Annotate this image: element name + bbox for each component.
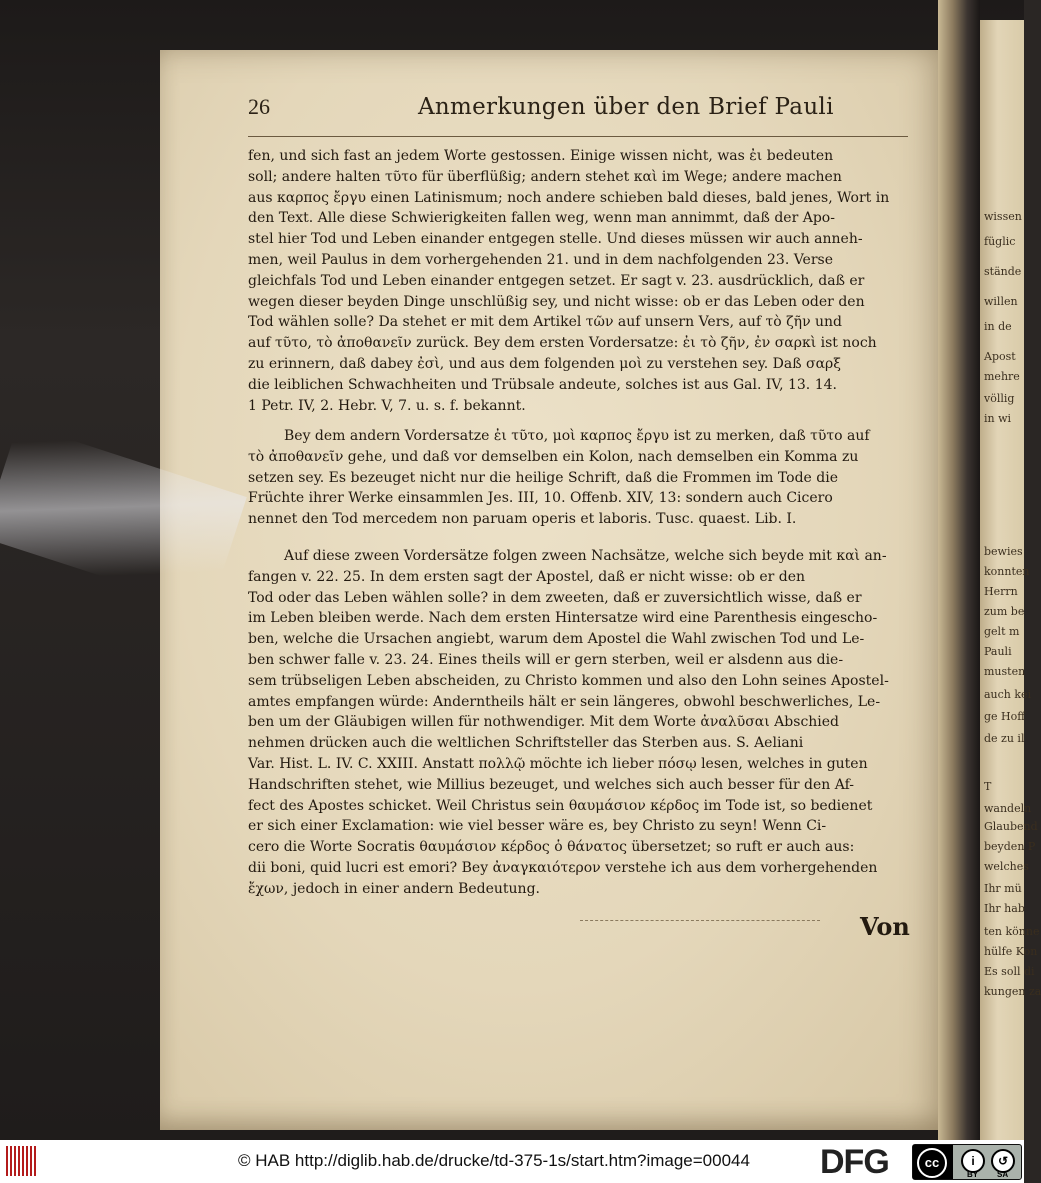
text-line: 1 Petr. IV, 2. Hebr. V, 7. u. s. f. bekannt. <box>248 397 526 414</box>
ornament-rule <box>580 920 820 922</box>
next-page-fragment: musten <box>984 665 1026 678</box>
text-line: nehmen drücken auch die weltlichen Schriftsteller das Sterben aus. S. Aeliani <box>248 735 804 752</box>
next-page-fragment: stände <box>984 265 1022 278</box>
text-line: Tod wählen solle? Da stehet er mit dem Artikel τῶν auf unsern Vers, auf τὸ ζῆν und <box>248 314 843 331</box>
next-page-fragment: auch kei <box>984 688 1032 701</box>
text-line: nennet den Tod mercedem non paruam operis et laboris. Tusc. quaest. Lib. I. <box>248 511 797 528</box>
next-page-fragment: Ihr hab <box>984 902 1025 915</box>
next-page-fragment: gelt m <box>984 625 1020 638</box>
next-page-fragment: willen <box>984 295 1018 308</box>
next-page-fragment: Glaubend <box>984 820 1038 833</box>
next-page-fragment: völlig <box>984 392 1015 405</box>
text-line: zu erinnern, daß dabey ἐσὶ, und aus dem folgenden μοὶ zu verstehen sey. Daß σαρξ <box>248 355 841 372</box>
text-line: τὸ ἀποθανεῖν gehe, und daß vor demselben ein Kolon, nach demselben ein Komma zu <box>248 448 859 465</box>
next-page-fragment: T <box>984 780 992 793</box>
text-line: Früchte ihrer Werke einsammlen Jes. III, 10. Offenb. XIV, 13: sondern auch Cicero <box>248 490 833 507</box>
text-line: Handschriften stehet, wie Millius bezeuget, und welches sich auch besser für den Af- <box>248 776 855 793</box>
page-header <box>248 94 908 124</box>
next-page-fragment: mehre <box>984 370 1020 383</box>
text-line: auf τῦτο, τὸ ἀποθανεῖν zurück. Bey dem ersten Vordersatze: ἐι τὸ ζῆν, ἐν σαρκὶ ist noch <box>248 335 877 352</box>
next-page-fragment: Es soll di <box>984 965 1035 978</box>
next-page-fragment: bewies <box>984 545 1023 558</box>
text-line: men, weil Paulus in dem vorhergehenden 21. und in dem nachfolgenden 23. Verse <box>248 251 834 268</box>
text-line: gleichfals Tod und Leben einander entgegen setzet. Er sagt v. 23. ausdrücklich, daß er <box>248 272 865 289</box>
dfg-logo: DFG <box>820 1143 889 1181</box>
text-line: den Text. Alle diese Schwierigkeiten fallen weg, wenn man annimmt, daß der Apo- <box>248 210 835 227</box>
text-line: aus καρπος ἔργυ einen Latinismum; noch andere schieben bald dieses, bald jenes, Wort in <box>248 189 890 206</box>
cc-license-badge[interactable] <box>912 1144 1022 1180</box>
paragraph-3 <box>248 546 900 900</box>
attribution-link[interactable]: © HAB http://diglib.hab.de/drucke/td-375-1s/start.htm?image=00044 <box>238 1151 750 1170</box>
paragraph-1 <box>248 146 900 416</box>
next-page-fragment: ten könne <box>984 925 1040 938</box>
text-line: fect des Apostes schicket. Weil Christus sein θαυμάσιον κέρδος im Tode ist, so bedienet <box>248 797 873 814</box>
header-rule <box>248 136 908 137</box>
text-line: dii boni, quid lucri est emori? Bey ἀναγκαιότερον verstehe ich aus dem vorhergehenden <box>248 859 878 876</box>
text-line: Bey dem andern Vordersatze ἐι τῦτο, μοὶ καρπος ἔργυ ist zu merken, daß τῦτο auf <box>284 428 870 444</box>
share-alike-icon: ↺ <box>991 1149 1015 1173</box>
cc-icon: cc <box>917 1148 947 1178</box>
by-attribution-icon: i <box>961 1149 985 1173</box>
text-line: ben um der Gläubigen willen für nothwendiger. Mit dem Worte ἀναλῦσαι Abschied <box>248 714 840 731</box>
text-line: soll; andere halten τῦτο für überflüßig; andern stehet καὶ im Wege; andere machen <box>248 168 842 185</box>
text-line: setzen sey. Es bezeuget nicht nur die heilige Schrift, daß die Frommen im Tode die <box>248 469 839 486</box>
next-page-fragment: welches <box>984 860 1029 873</box>
next-page-fragment: Pauli <box>984 645 1012 658</box>
cc-sa-label: SA <box>997 1170 1009 1179</box>
text-line: Tod oder das Leben wählen solle? in dem zweeten, daß er zuversichtlich wisse, daß er <box>248 589 862 606</box>
book-page <box>160 50 950 1130</box>
text-line: sem trübseligen Leben abscheiden, zu Christo kommen und also den Lohn seines Apostel- <box>248 672 889 689</box>
paragraph-2 <box>248 426 900 530</box>
text-line: im Leben bleiben werde. Nach dem ersten Hintersatze wird eine Parenthesis eingescho- <box>248 610 878 627</box>
next-page-fragment: Ihr mü <box>984 882 1022 895</box>
next-page-fragment: füglic <box>984 235 1016 248</box>
text-line: amtes empfangen würde: Anderntheils hält er sein längeres, obwohl beschwerliches, Le- <box>248 693 881 710</box>
text-line: ben schwer falle v. 23. 24. Eines theils will er gern sterben, weil er alsdenn aus die- <box>248 651 844 668</box>
viewer-footer <box>0 1140 1024 1183</box>
next-page-fragment: in de <box>984 320 1012 333</box>
text-line: Var. Hist. L. IV. C. XXIII. Anstatt πολλῷ möchte ich lieber πόσῳ lesen, welches in guten <box>248 755 868 772</box>
text-line: die leiblichen Schwachheiten und Trübsale andeute, solches ist aus Gal. IV, 13. 14. <box>248 376 837 393</box>
next-page-edge <box>980 20 1041 1140</box>
catchword: Von <box>860 912 910 941</box>
next-page-fragment: de zu il <box>984 732 1025 745</box>
next-page-fragment: beyden P <box>984 840 1036 853</box>
next-page-fragment: konnten <box>984 565 1030 578</box>
cc-logo-area <box>913 1145 953 1179</box>
next-page-fragment: kungen za <box>984 985 1041 998</box>
text-line: fangen v. 22. 25. In dem ersten sagt der Apostel, daß er nicht wisse: ob er den <box>248 568 806 585</box>
next-page-fragment: ge Hoff <box>984 710 1026 723</box>
running-title: Anmerkungen über den Brief Pauli <box>418 94 834 120</box>
barcode-icon <box>6 1146 36 1176</box>
next-page-fragment: zum be <box>984 605 1025 618</box>
text-line: er sich einer Exclamation: wie viel besser wäre es, bey Christo zu seyn! Wenn Ci- <box>248 818 827 835</box>
next-page-fragment: hülfe Kon <box>984 945 1038 958</box>
text-line: cero die Worte Socratis θαυμάσιον κέρδος ὁ θάνατος übersetzet; so ruft er auch aus: <box>248 839 855 856</box>
text-line: fen, und sich fast an jedem Worte gestossen. Einige wissen nicht, was ἐι bedeuten <box>248 148 834 164</box>
text-line: wegen dieser beyden Dinge unschlüßig sey, und nicht wisse: ob er das Leben oder den <box>248 293 865 310</box>
text-line: ben, welche die Ursachen angiebt, warum dem Apostel die Wahl zwischen Tod und Le- <box>248 631 865 648</box>
next-page-fragment: in wi <box>984 412 1012 425</box>
text-line: ἔχων, jedoch in einer andern Bedeutung. <box>248 880 540 897</box>
book-spine <box>938 0 980 1140</box>
next-page-fragment: wandeln <box>984 802 1032 815</box>
next-page-fragment: Apost <box>984 350 1016 363</box>
text-line: stel hier Tod und Leben einander entgegen stelle. Und dieses müssen wir auch anneh- <box>248 231 863 248</box>
page-number: 26 <box>248 94 270 119</box>
cc-by-label: BY <box>967 1170 979 1179</box>
next-page-fragment: wissen <box>984 210 1022 223</box>
next-page-fragment: Herrn <box>984 585 1018 598</box>
text-line: Auf diese zween Vordersätze folgen zween Nachsätze, welche sich beyde mit καὶ an- <box>284 548 887 564</box>
